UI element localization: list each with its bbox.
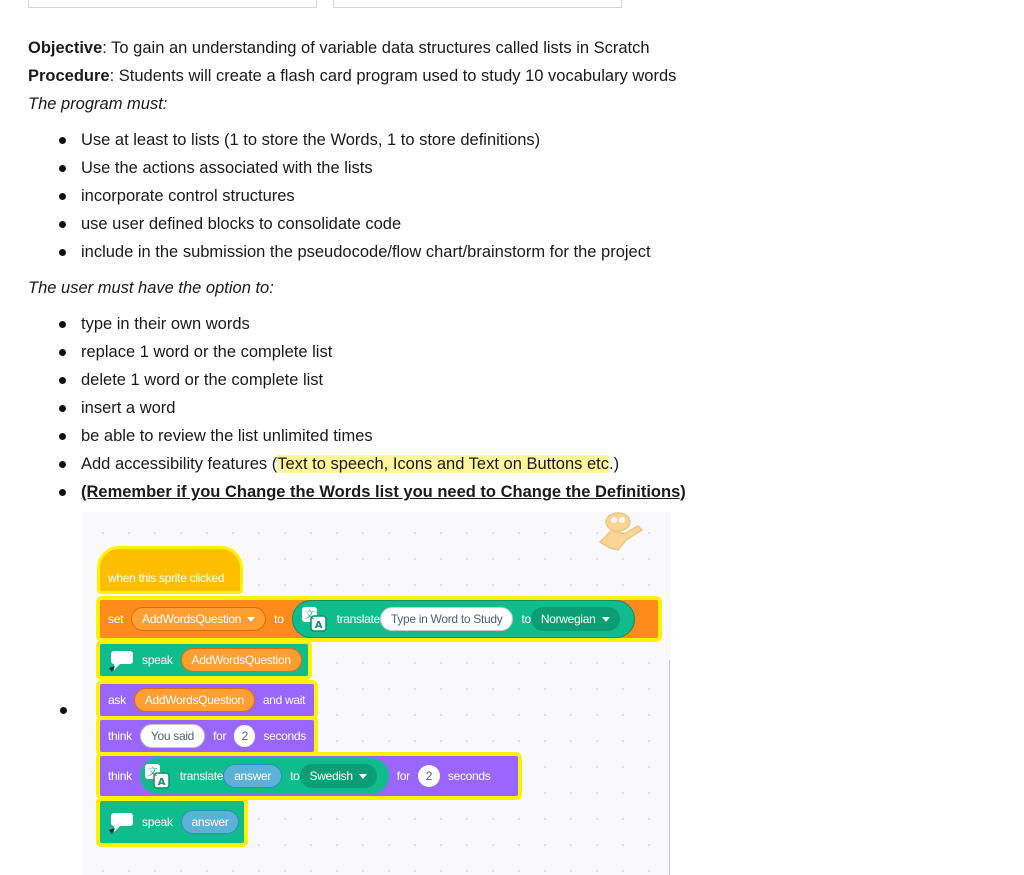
for-keyword: for bbox=[396, 769, 410, 783]
to-keyword-2: to bbox=[521, 612, 531, 626]
speak-block[interactable] bbox=[96, 797, 248, 847]
list-item: use user defined blocks to consolidate code bbox=[58, 210, 1008, 238]
seconds-input[interactable]: 2 bbox=[418, 765, 440, 787]
speech-bubble-icon bbox=[108, 647, 134, 673]
translate-label: translate bbox=[336, 612, 380, 626]
seconds-input[interactable]: 2 bbox=[234, 725, 255, 747]
list-item: Use the actions associated with the lists bbox=[58, 154, 1008, 182]
variable-reporter[interactable]: AddWordsQuestion bbox=[134, 688, 255, 712]
list-item: be able to review the list unlimited times bbox=[58, 422, 1008, 450]
ask-keyword: ask bbox=[108, 693, 126, 707]
objective-line bbox=[28, 34, 1008, 62]
to-keyword: to bbox=[274, 612, 284, 626]
word-input[interactable]: Type in Word to Study bbox=[380, 607, 514, 631]
translate-icon bbox=[299, 604, 329, 634]
variable-dropdown[interactable]: AddWordsQuestion bbox=[131, 607, 266, 631]
translate-icon bbox=[142, 761, 172, 791]
speak-block[interactable] bbox=[96, 640, 312, 680]
answer-reporter[interactable]: answer bbox=[223, 764, 282, 788]
procedure-label: Procedure bbox=[28, 67, 110, 85]
chevron-down-icon bbox=[359, 774, 367, 779]
chevron-down-icon bbox=[602, 617, 610, 622]
translate-reporter[interactable] bbox=[140, 758, 389, 794]
language-dropdown[interactable]: Norwegian bbox=[531, 607, 620, 631]
bullet-marker bbox=[60, 707, 67, 714]
assignment-document bbox=[28, 34, 1008, 514]
reminder-text: (Remember if you Change the Words list you need to Change the Definitions) bbox=[81, 483, 686, 501]
speak-keyword: speak bbox=[142, 815, 173, 829]
list-item: delete 1 word or the complete list bbox=[58, 366, 1008, 394]
canvas-divider bbox=[669, 660, 670, 875]
list-item: insert a word bbox=[58, 394, 1008, 422]
list-item-accessibility: Add accessibility features (Text to speech, Icons and Text on Buttons etc.) bbox=[58, 450, 1008, 478]
translate-reporter[interactable] bbox=[292, 600, 635, 638]
svg-text:A: A bbox=[157, 777, 166, 788]
translate-label: translate bbox=[179, 769, 224, 783]
seconds-keyword: seconds bbox=[447, 769, 491, 783]
to-keyword: to bbox=[290, 769, 300, 783]
table-cell-right bbox=[333, 0, 622, 8]
highlighted-text: Text to speech, Icons and Text on Buttons etc bbox=[277, 455, 609, 473]
language-dropdown[interactable]: Swedish bbox=[300, 764, 377, 788]
list-item: Use at least to lists (1 to store the Words, 1 to store definitions) bbox=[58, 126, 1008, 154]
think-keyword: think bbox=[108, 729, 132, 743]
set-variable-block[interactable] bbox=[96, 596, 662, 642]
think-text-input[interactable]: You said bbox=[140, 724, 205, 748]
procedure-text: : Students will create a flash card program used to study 10 vocabulary words bbox=[109, 67, 677, 85]
seconds-keyword: seconds bbox=[263, 729, 306, 743]
hat-label: when this sprite clicked bbox=[108, 571, 225, 585]
set-keyword: set bbox=[108, 612, 124, 626]
chevron-down-icon bbox=[247, 617, 255, 622]
ask-and-wait-block[interactable] bbox=[96, 680, 318, 720]
svg-text:文: 文 bbox=[147, 767, 158, 778]
list-item-reminder bbox=[58, 478, 1008, 506]
answer-reporter[interactable]: answer bbox=[181, 810, 240, 834]
sprite-icon bbox=[590, 512, 650, 552]
table-cell-left bbox=[28, 0, 317, 8]
and-wait-keyword: and wait bbox=[262, 693, 306, 707]
speech-bubble-icon bbox=[108, 809, 134, 835]
program-requirements-list bbox=[58, 126, 1008, 266]
svg-text:文: 文 bbox=[304, 610, 314, 621]
list-item: include in the submission the pseudocode/flow chart/brainstorm for the project bbox=[58, 238, 1008, 266]
think-for-seconds-block[interactable] bbox=[96, 716, 318, 756]
think-keyword: think bbox=[108, 769, 132, 783]
objective-label: Objective bbox=[28, 39, 103, 57]
variable-reporter[interactable]: AddWordsQuestion bbox=[181, 648, 302, 672]
user-must-heading: The user must have the option to: bbox=[28, 279, 274, 297]
speak-keyword: speak bbox=[142, 653, 173, 667]
list-item: incorporate control structures bbox=[58, 182, 1008, 210]
svg-text:A: A bbox=[314, 620, 322, 631]
when-sprite-clicked-block[interactable] bbox=[97, 546, 243, 594]
think-translate-block[interactable] bbox=[96, 752, 522, 800]
procedure-line bbox=[28, 62, 1008, 90]
user-options-list bbox=[58, 310, 1008, 506]
list-item: replace 1 word or the complete list bbox=[58, 338, 1008, 366]
for-keyword: for bbox=[213, 729, 227, 743]
list-item: type in their own words bbox=[58, 310, 1008, 338]
program-must-heading: The program must: bbox=[28, 95, 168, 113]
objective-text: : To gain an understanding of variable data structures called lists in Scratch bbox=[102, 39, 650, 57]
